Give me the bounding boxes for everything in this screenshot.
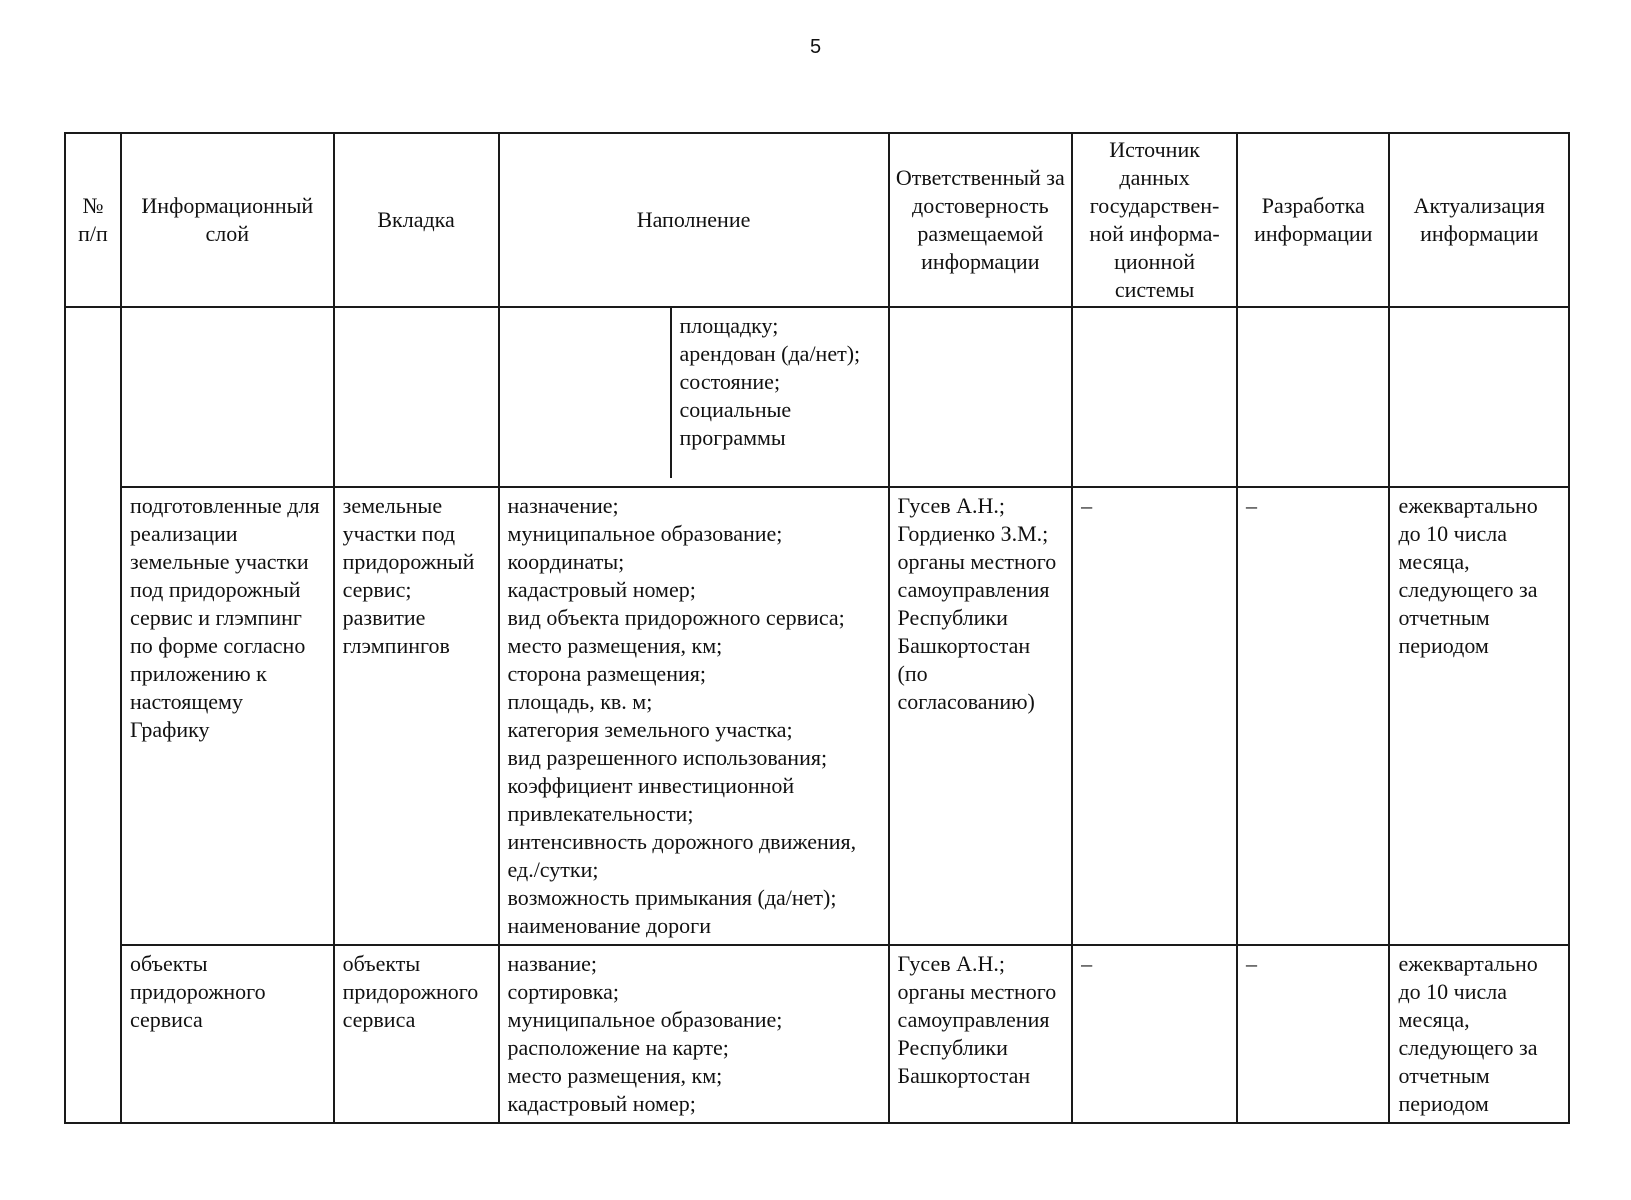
table-row (65, 487, 1569, 945)
header-content: Наполнение (499, 133, 889, 307)
source-cell: – (1072, 487, 1237, 945)
table-row (65, 307, 1569, 487)
development-cell (1237, 307, 1389, 487)
update-cell: ежеквартально до 10 числа месяца, следующего за отчетным периодом (1389, 487, 1569, 945)
header-responsible: Ответственный за достоверность размещаемой информации (889, 133, 1073, 307)
page-number: 5 (809, 36, 822, 58)
development-cell: – (1237, 945, 1389, 1123)
development-cell: – (1237, 487, 1389, 945)
table-row (65, 945, 1569, 1123)
layer-cell (121, 307, 334, 487)
source-cell (1072, 307, 1237, 487)
header-update: Актуализация информации (1389, 133, 1569, 307)
content-cell: назначение; муниципальное образование; координаты; кадастровый номер; вид объекта придорожного сервиса; место размещения, км; сторона размещения; площадь, кв. м; категория земельного участка; вид разрешенного использования; коэффициент инвестиционной привлекательности; интенсивность дорожного движения, ед./сутки; возможность примыкания (да/нет); наименование дороги (499, 487, 889, 945)
content-subcell-empty (500, 308, 672, 478)
tab-cell: объекты придорожного сервиса (334, 945, 499, 1123)
responsible-cell: Гусев А.Н.; Гордиенко З.М.; органы местного самоуправления Республики Башкортостан (по согласованию) (889, 487, 1073, 945)
schedule-table (64, 132, 1570, 1124)
content-subcell-text: площадку; арендован (да/нет); состояние; социальные программы (679, 313, 861, 450)
tab-cell: земельные участки под придорожный сервис; развитие глэмпингов (334, 487, 499, 945)
update-cell (1389, 307, 1569, 487)
content-cell: название; сортировка; муниципальное образование; расположение на карте; место размещения, км; кадастровый номер; (499, 945, 889, 1123)
update-cell: ежеквартально до 10 числа месяца, следующего за отчетным периодом (1389, 945, 1569, 1123)
header-num: № п/п (65, 133, 121, 307)
table-header-row (65, 133, 1569, 307)
layer-cell: подготовленные для реализации земельные участки под придорожный сервис и глэмпинг по форме согласно приложению к настоящему Графику (121, 487, 334, 945)
source-cell: – (1072, 945, 1237, 1123)
responsible-cell: Гусев А.Н.; органы местного самоуправления Республики Башкортостан (889, 945, 1073, 1123)
header-layer: Информационный слой (121, 133, 334, 307)
content-cell (499, 307, 889, 487)
responsible-cell (889, 307, 1073, 487)
tab-cell (334, 307, 499, 487)
row-number-cell (65, 307, 121, 1123)
header-source: Источник данных государствен-ной информа-ционной системы (1072, 133, 1237, 307)
header-tab: Вкладка (334, 133, 499, 307)
layer-cell: объекты придорожного сервиса (121, 945, 334, 1123)
header-development: Разработка информации (1237, 133, 1389, 307)
